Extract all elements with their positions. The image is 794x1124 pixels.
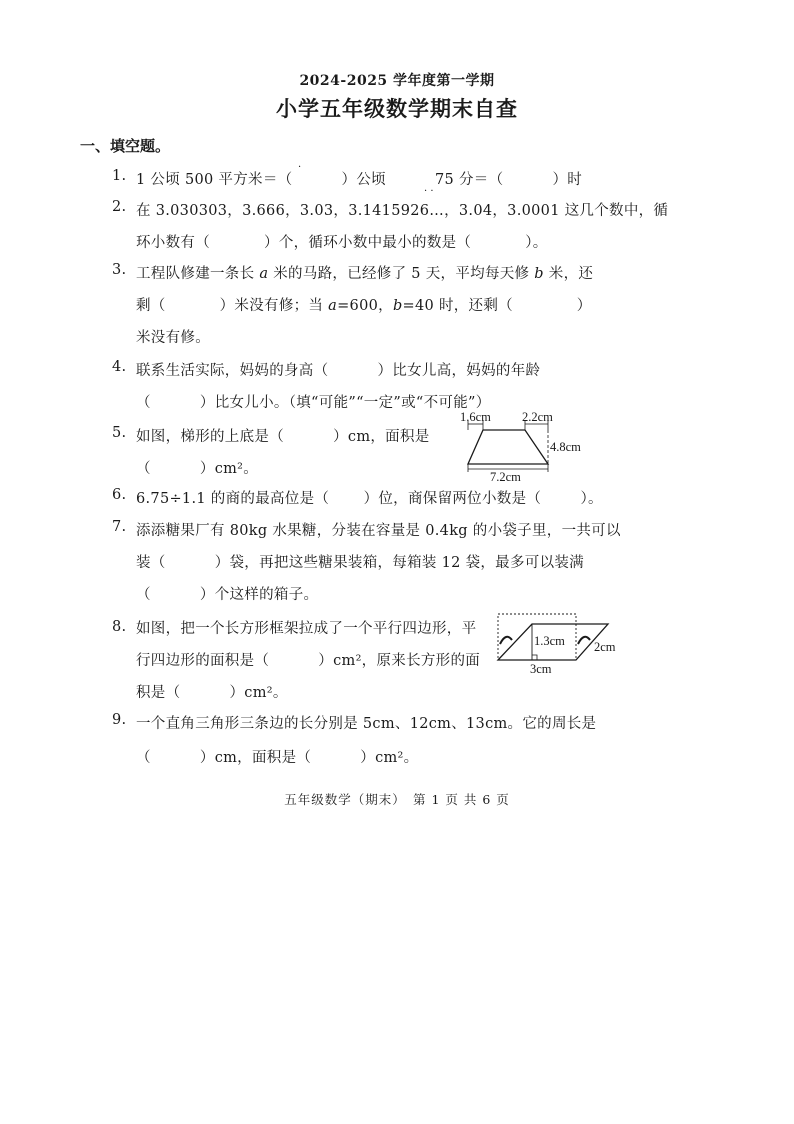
question-4-line-2: （ ）比女儿小。（填“可能”“一定”或“不可能”）	[136, 395, 491, 411]
dot-mark: · ·	[424, 186, 434, 197]
variable-a: a	[259, 266, 269, 282]
question-7-line-2: 装（ ）袋，再把这些糖果装箱，每箱装 12 袋，最多可以装满	[136, 555, 584, 571]
q1-part-b: ）公顷	[341, 172, 386, 188]
parallelogram-figure	[490, 608, 630, 678]
question-number: 1.	[112, 168, 127, 184]
question-9-line-2: （ ）cm，面积是（ ）cm²。	[136, 750, 419, 766]
question-5-line-1: 如图，梯形的上底是（ ）cm，面积是	[136, 429, 430, 445]
question-5-line-2: （ ）cm²。	[136, 461, 259, 477]
term-label: 2024-2025 学年度第一学期	[299, 73, 495, 89]
question-7-line-1: 添添糖果厂有 80kg 水果糖，分装在容量是 0.4kg 的小袋子里，一共可以	[136, 523, 621, 539]
q1-part-d: ）时	[552, 172, 583, 188]
trapezoid-figure	[450, 410, 600, 485]
question-8-line-2: 行四边形的面积是（ ）cm²，原来长方形的面	[136, 653, 481, 669]
trapezoid-shape	[468, 430, 548, 464]
page-footer: 五年级数学（期末） 第 1 页 共 6 页	[284, 792, 510, 807]
label-side: 2cm	[594, 640, 616, 654]
question-number: 7.	[112, 519, 127, 535]
question-3-line-3: 米没有修。	[136, 330, 210, 346]
question-2-line-2: 环小数有（ ）个，循环小数中最小的数是（ ）。	[136, 235, 548, 251]
dot-mark: ·	[298, 162, 302, 173]
page-title: 小学五年级数学期末自查	[276, 96, 518, 121]
question-number: 5.	[112, 425, 127, 441]
label-bottom: 7.2cm	[490, 470, 521, 484]
question-3-line-1: 工程队修建一条长 a 米的马路，已经修了 5 天，平均每天修 b 米，还	[136, 266, 594, 282]
question-number: 6.	[112, 487, 127, 503]
question-number: 3.	[112, 262, 127, 278]
label-height: 1.3cm	[534, 634, 565, 648]
question-number: 2.	[112, 199, 127, 215]
question-6: 6.75÷1.1 的商的最高位是（ ）位，商保留两位小数是（ ）。	[136, 491, 603, 507]
label-base: 3cm	[530, 662, 552, 676]
question-7-line-3: （ ）个这样的箱子。	[136, 587, 319, 603]
question-1	[136, 168, 582, 189]
question-number: 4.	[112, 359, 127, 375]
section-heading: 一、填空题。	[80, 137, 171, 155]
label-height: 4.8cm	[550, 440, 581, 454]
variable-b: b	[534, 266, 544, 282]
label-left: 1.6cm	[460, 410, 491, 424]
question-9-line-1: 一个直角三角形三条边的长分别是 5cm、12cm、13cm。它的周长是	[136, 716, 597, 732]
question-8-line-1: 如图，把一个长方形框架拉成了一个平行四边形，平	[136, 621, 477, 637]
question-2-line-1: 在 3.030303，3.666，3.03，3.1415926…，3.04，3.0001 这几个数中，循	[136, 203, 669, 219]
label-right: 2.2cm	[522, 410, 553, 424]
question-4-line-1: 联系生活实际，妈妈的身高（ ）比女儿高，妈妈的年龄	[136, 363, 541, 379]
question-number: 8.	[112, 619, 127, 635]
q1-part-a: 1 公顷 500 平方米＝（	[136, 172, 293, 188]
q1-part-c: 75 分＝（	[435, 172, 504, 188]
question-8-line-3: 积是（ ）cm²。	[136, 685, 288, 701]
question-3-line-2: 剩（ ）米没有修；当 a=600，b=40 时，还剩（ ）	[136, 298, 592, 314]
question-number: 9.	[112, 712, 127, 728]
